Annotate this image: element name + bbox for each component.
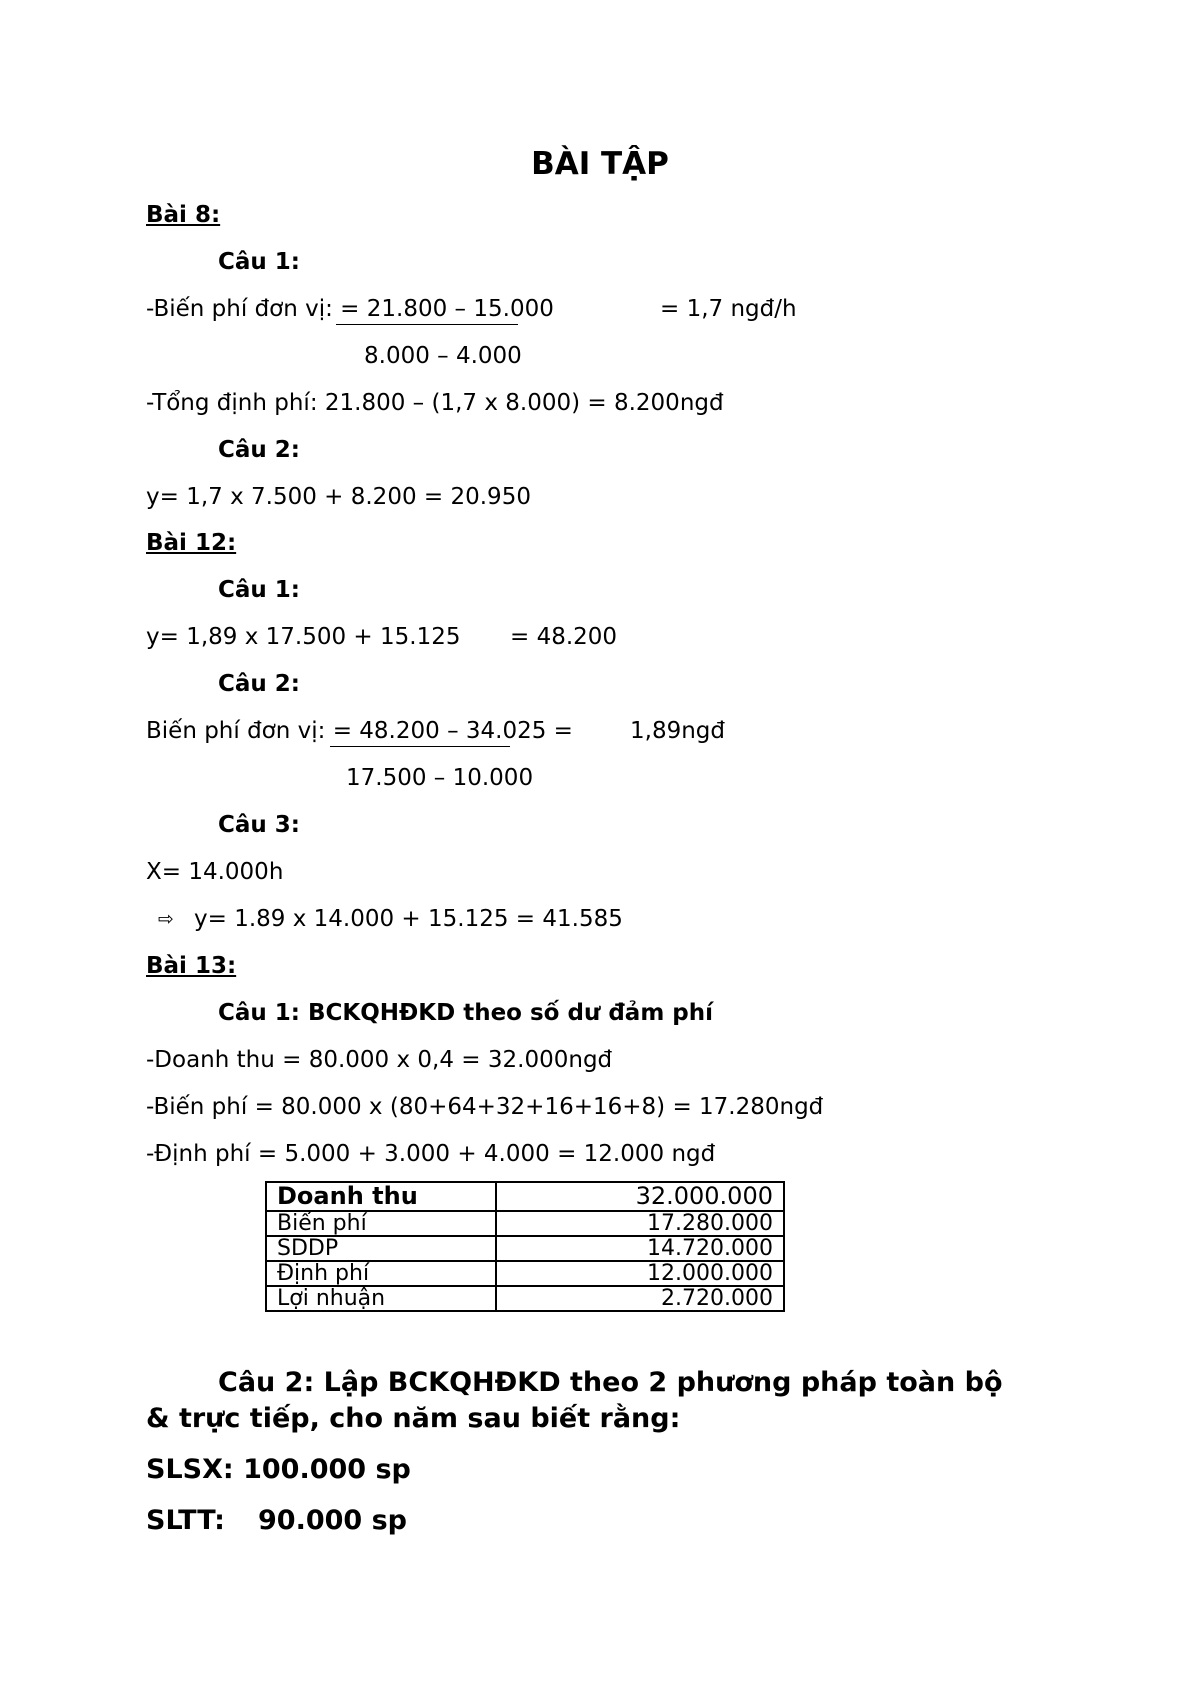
table-cell-value: 14.720.000	[496, 1236, 784, 1261]
table-cell-value: 32.000.000	[496, 1182, 784, 1211]
fraction-bar	[330, 746, 510, 747]
table-row	[266, 1182, 784, 1211]
bai-8-cau-2-heading: Câu 2:	[218, 437, 300, 463]
table-row	[266, 1261, 784, 1286]
table-cell-value: 17.280.000	[496, 1211, 784, 1236]
table-cell-label: Doanh thu	[266, 1182, 496, 1211]
bai-13-fixed-cost: -Định phí = 5.000 + 3.000 + 4.000 = 12.000 ngđ	[146, 1141, 716, 1167]
income-statement-table	[265, 1181, 785, 1312]
bai-12-variable-cost-formula: Biến phí đơn vị: = 48.200 – 34.025 =	[146, 718, 573, 744]
bai-12-cost-result: = 48.200	[510, 624, 618, 650]
bai-8-total-fixed-cost: -Tổng định phí: 21.800 – (1,7 x 8.000) = 8.200ngđ	[146, 390, 724, 416]
bai-8-cau-1-heading: Câu 1:	[218, 249, 300, 275]
table-cell-label: SDDP	[266, 1236, 496, 1261]
bai-13-cau-1-heading: Câu 1: BCKQHĐKD theo số dư đảm phí	[218, 1000, 714, 1026]
bai-8-variable-cost-denominator: 8.000 – 4.000	[364, 343, 522, 369]
bai-8-cost-equation: y= 1,7 x 7.500 + 8.200 = 20.950	[146, 484, 531, 510]
bai-12-x-value: X= 14.000h	[146, 859, 284, 885]
bai-8-variable-cost-result: = 1,7 ngđ/h	[660, 296, 797, 322]
bai-13-heading: Bài 13:	[146, 953, 237, 979]
bai-12-cau-3-heading: Câu 3:	[218, 812, 300, 838]
table-cell-value: 12.000.000	[496, 1261, 784, 1286]
production-quantity: SLSX: 100.000 sp	[146, 1454, 411, 1485]
bai-8-heading: Bài 8:	[146, 202, 221, 228]
bai-13-cau-2-continuation: & trực tiếp, cho năm sau biết rằng:	[146, 1403, 681, 1434]
sales-quantity-value: 90.000 sp	[258, 1505, 407, 1536]
table-row	[266, 1286, 784, 1311]
table-cell-value: 2.720.000	[496, 1286, 784, 1311]
bai-12-y-result: y= 1.89 x 14.000 + 15.125 = 41.585	[194, 906, 623, 932]
bai-8-variable-cost-formula: -Biến phí đơn vị: = 21.800 – 15.000	[146, 296, 554, 322]
bai-12-heading: Bài 12:	[146, 530, 237, 556]
sales-quantity-label: SLTT:	[146, 1505, 225, 1536]
bai-13-cau-2-heading: Câu 2: Lập BCKQHĐKD theo 2 phương pháp toàn bộ	[218, 1367, 1003, 1398]
bai-13-variable-cost: -Biến phí = 80.000 x (80+64+32+16+16+8) = 17.280ngđ	[146, 1094, 824, 1120]
table-row	[266, 1211, 784, 1236]
table-row	[266, 1236, 784, 1261]
arrow-right-icon: ⇨	[158, 908, 174, 930]
fraction-bar	[336, 324, 518, 325]
bai-13-revenue: -Doanh thu = 80.000 x 0,4 = 32.000ngđ	[146, 1047, 613, 1073]
bai-12-variable-cost-denominator: 17.500 – 10.000	[346, 765, 534, 791]
bai-12-variable-cost-result: 1,89ngđ	[630, 718, 725, 744]
document-title: BÀI TẬP	[531, 146, 669, 182]
bai-12-cau-2-heading: Câu 2:	[218, 671, 300, 697]
table-cell-label: Định phí	[266, 1261, 496, 1286]
bai-12-cost-equation: y= 1,89 x 17.500 + 15.125	[146, 624, 461, 650]
bai-12-cau-1-heading: Câu 1:	[218, 577, 300, 603]
table-cell-label: Lợi nhuận	[266, 1286, 496, 1311]
table-cell-label: Biến phí	[266, 1211, 496, 1236]
